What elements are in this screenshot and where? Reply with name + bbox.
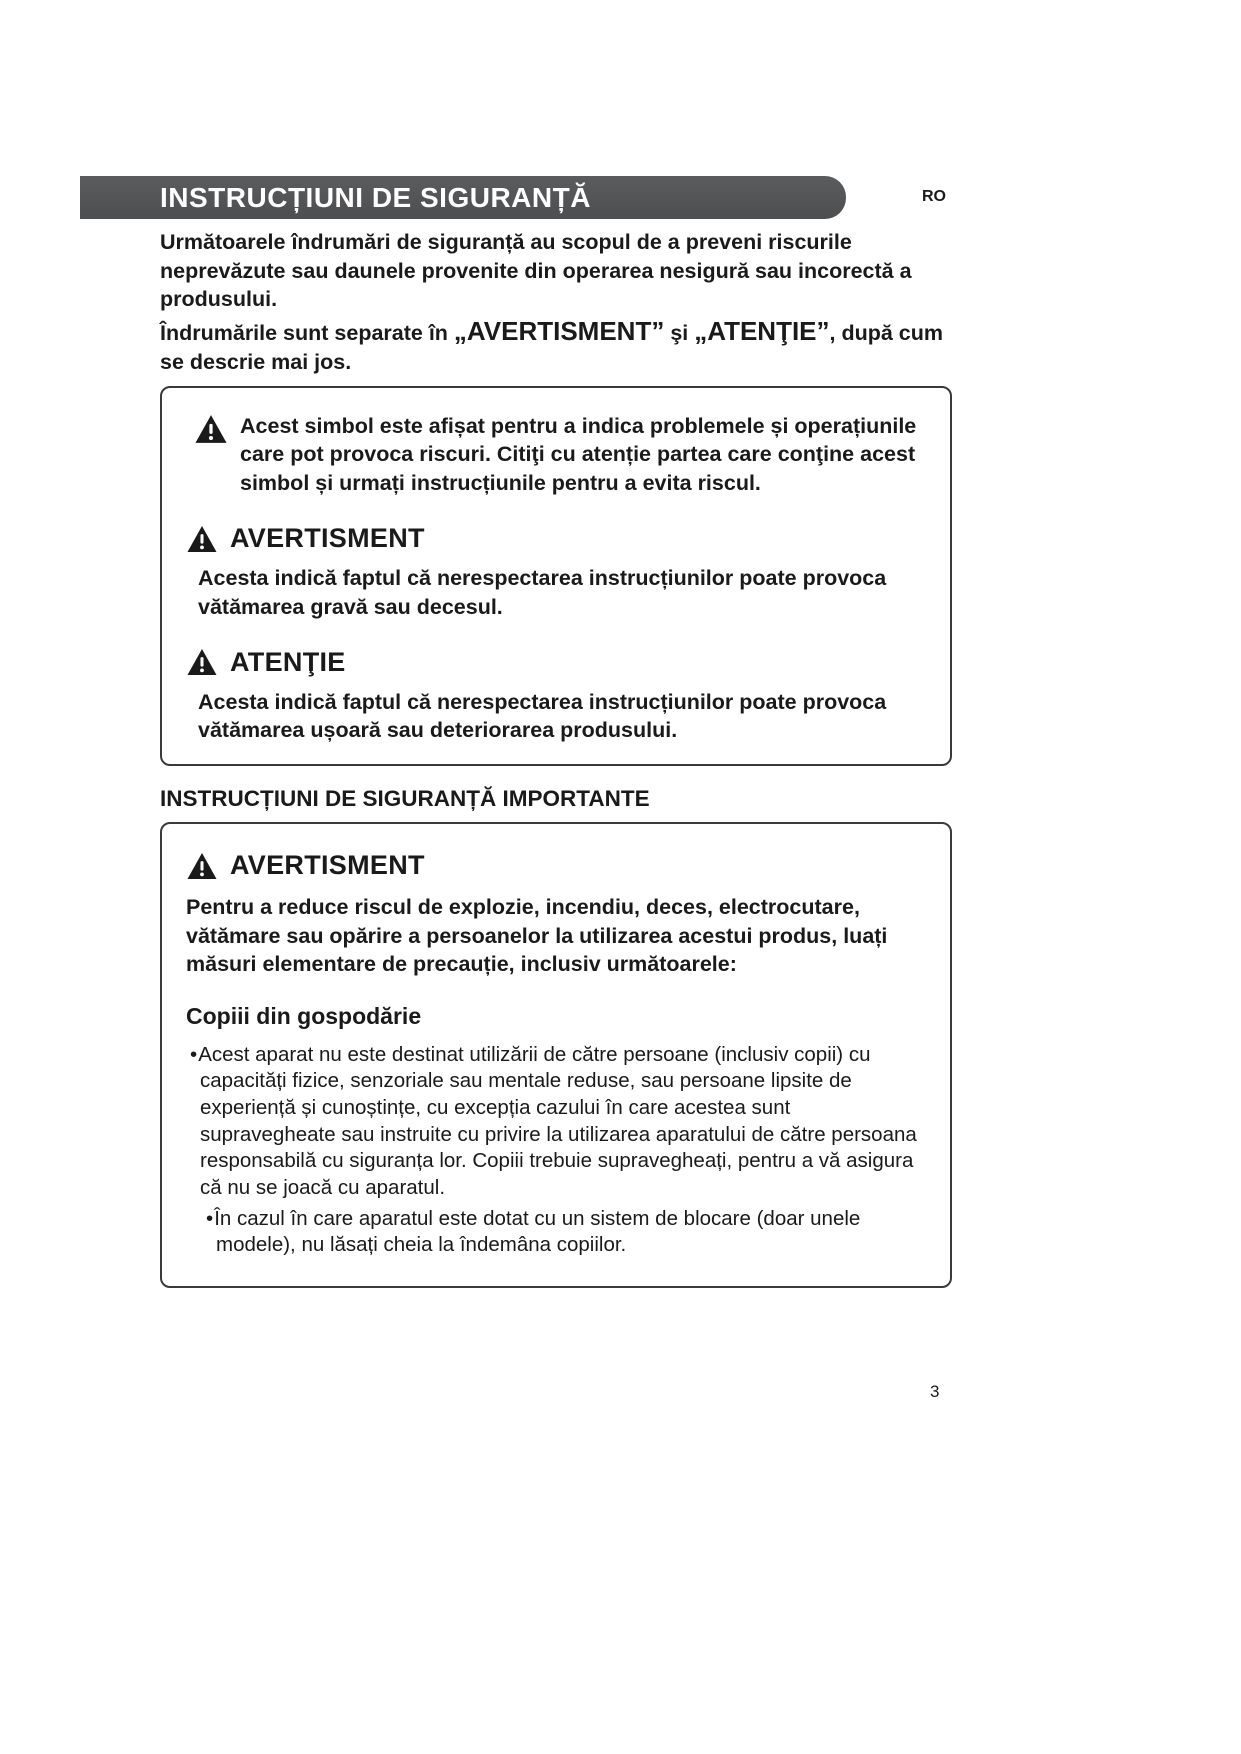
warning-triangle-icon (186, 852, 218, 880)
intro-paragraph-2 (160, 314, 960, 377)
important-warning-box (160, 822, 952, 1288)
intro-section (160, 228, 960, 377)
intro-paragraph-2-suffix: , după cum se descrie mai jos. (160, 320, 944, 375)
important-instructions-heading: INSTRUCȚIUNI DE SIGURANȚĂ IMPORTANTE (160, 786, 650, 811)
list-item: • În cazul în care aparatul este dotat cu un sistem de blocare (doar unele modele), nu lăsați cheia la îndemâna copiilor. (186, 1206, 922, 1259)
section-banner (80, 176, 846, 219)
warning-heading: AVERTISMENT (230, 850, 425, 880)
page-title: INSTRUCȚIUNI DE SIGURANȚĂ (160, 181, 591, 213)
intro-word-atentie: „ATENŢIE” (694, 315, 830, 346)
warning-heading-row (186, 523, 922, 554)
symbol-explanation-row (186, 412, 922, 497)
symbol-definitions-box (160, 386, 952, 766)
intro-paragraph-2-mid: şi (664, 320, 695, 345)
warning-triangle-icon (186, 648, 218, 676)
intro-paragraph-2-prefix: Îndrumările sunt separate în (160, 320, 454, 345)
warning-heading: AVERTISMENT (230, 523, 425, 554)
language-badge: RO (922, 188, 946, 205)
intro-word-avertisment: „AVERTISMENT” (453, 315, 665, 346)
intro-paragraph-1: Următoarele îndrumări de siguranță au scopul de a preveni riscurile neprevăzute sau daunele provenite din operarea nesigură sau incorectă a produsului. (160, 230, 912, 312)
warning-box-intro: Pentru a reduce riscul de explozie, incendiu, deces, electrocutare, vătămare sau opărire a persoanelor la utilizarea acestui produs, luați măsuri elementare de precauție, inclusiv următoarele: (186, 895, 888, 977)
caution-heading-row (186, 647, 922, 678)
symbol-explanation-text: Acest simbol este afișat pentru a indica problemele și operațiunile care pot provoca riscuri. Citiţi cu atenție partea care conţine acest simbol și urmați instrucțiunile pentru a evita riscul. (240, 414, 917, 495)
caution-heading: ATENŢIE (230, 646, 346, 677)
caution-definition-text: Acesta indică faptul că nerespectarea instrucțiunilor poate provoca vătămarea ușoară sau deteriorarea produsului. (198, 689, 887, 743)
page-number: 3 (930, 1382, 940, 1401)
children-subheading: Copiii din gospodărie (186, 1002, 422, 1029)
warning-triangle-icon (186, 525, 218, 553)
warning-heading-row (186, 850, 922, 881)
warning-triangle-icon (194, 414, 228, 444)
bullet-list (186, 1042, 922, 1259)
list-item: • Acest aparat nu este destinat utilizării de către persoane (inclusiv copii) cu capacități fizice, senzoriale sau mentale reduse, sau persoane lipsite de experiență și cunoștințe, cu excepția cazului în care acestea sunt supravegheate sau instruite cu privire la utilizarea aparatului de către persoana responsabilă cu siguranța lor. Copiii trebuie supravegheați, pentru a vă asigura că nu se joacă cu aparatul. (186, 1042, 922, 1202)
warning-definition-text: Acesta indică faptul că nerespectarea instrucțiunilor poate provoca vătămarea gravă sau decesul. (198, 566, 887, 619)
